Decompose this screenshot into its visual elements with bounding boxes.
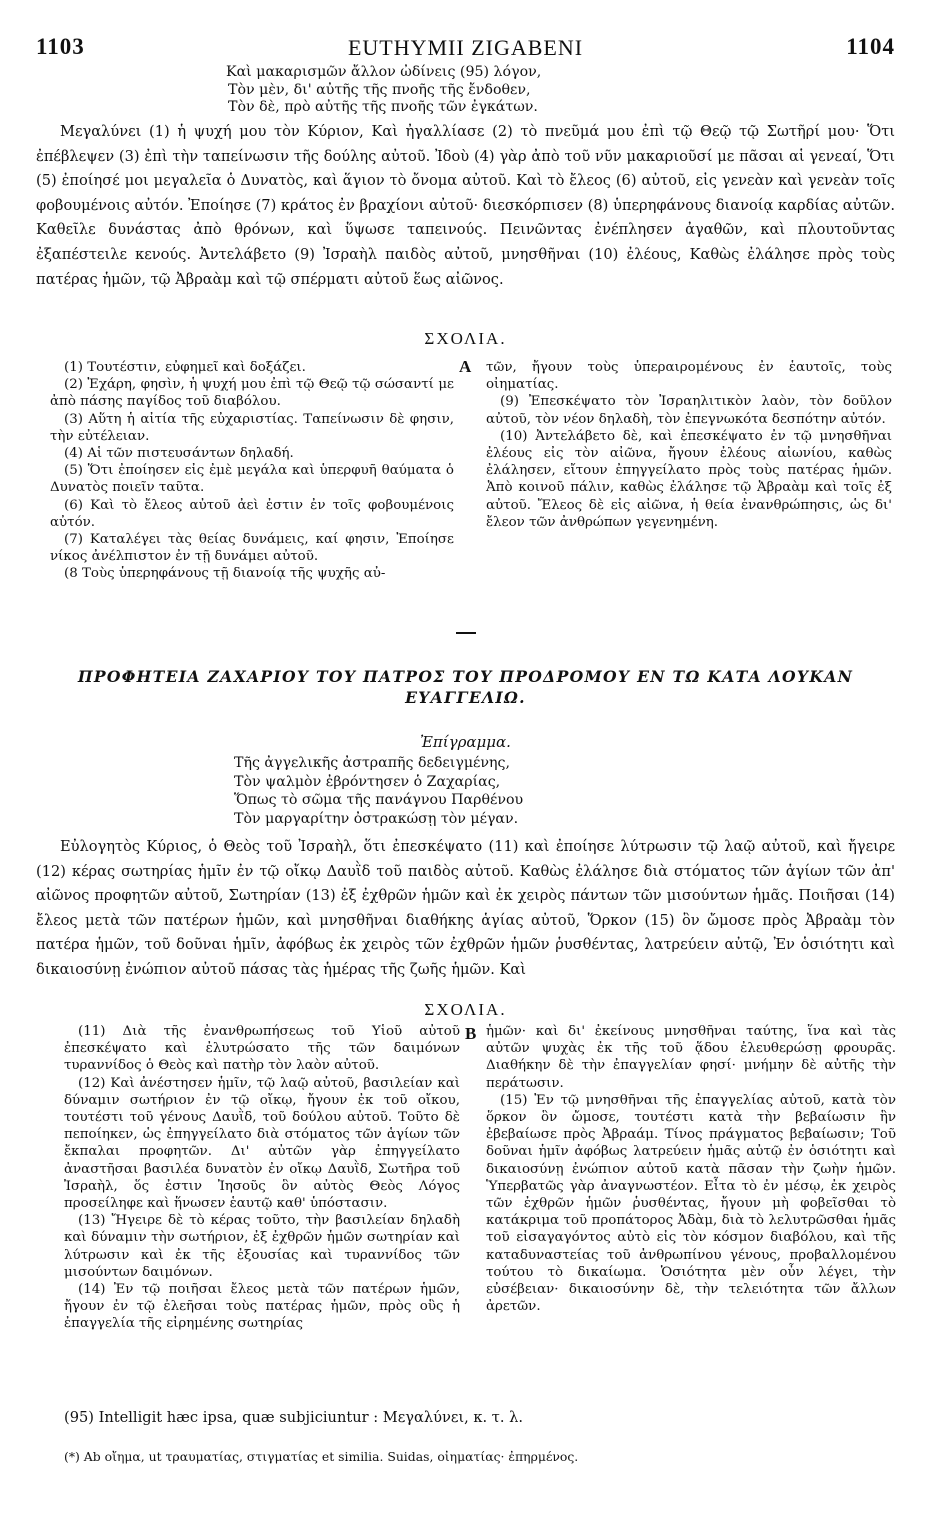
epigram-title: Ἐπίγραμμα. [420,733,511,751]
scholion: (11) Διὰ τῆς ἐνανθρωπήσεως τοῦ Υἱοῦ αὐτοῦ ἐπεσκέψατο καὶ ἐλυτρώσατο τῆς τῶν δαιμόνων τυραννίδος ὁ Θεὸς καὶ πατὴρ τὸν λαὸν αὐτοῦ. [64,1024,460,1074]
verse-line: Τὸν μαργαρίτην ὀστρακώσῃ τὸν μέγαν. [234,810,519,827]
scholion: (14) Ἐν τῷ ποιῆσαι ἔλεος μετὰ τῶν πατέρων ἡμῶν, ἤγουν ἐν τῷ ἐλεῆσαι τοὺς πατέρας ἡμῶν, πρὸς οὓς ἡ ἐπαγγελία τῆς εἰρημένης σωτηρίας [64,1282,460,1332]
scholia-2-left-column [64,1023,460,1333]
scholion: (8 Τοὺς ὑπερηφάνους τῇ διανοίᾳ τῆς ψυχῆς αὐ- [64,566,386,582]
scholion: (4) Αἱ τῶν πιστευσάντων δηλαδή. [64,446,294,462]
scholia-1-left-column [50,359,454,583]
scholion: (3) Αὕτη ἡ αἰτία τῆς εὐχαριστίας. Ταπείνωσιν δὲ φησιν, τὴν εὐτέλειαν. [50,411,454,444]
scholion: (2) Ἐχάρη, φησὶν, ἡ ψυχή μου ἐπὶ τῷ Θεῷ τῷ σώσαντί με ἀπὸ πάσης παγίδος τοῦ διαβόλου. [50,377,454,410]
footnote: (95) Intelligit hæc ipsa, quæ subjiciuntur : Μεγαλύνει, κ. τ. λ. [64,1409,524,1426]
page-number-left: 1103 [36,34,85,59]
scholia-heading-1: ΣΧΟΛΙΑ. [424,329,507,348]
scholion: τῶν, ἤγουν τοὺς ὑπεραιρομένους ἐν ἑαυτοῖς, τοὺς οἰηματίας. [486,360,892,393]
benedictus-paragraph: Εὐλογητὸς Κύριος, ὁ Θεὸς τοῦ Ἰσραὴλ, ὅτι ἐπεσκέψατο (11) καὶ ἐποίησε λύτρωσιν τῷ λαῷ αὐτοῦ, καὶ ἤγειρε (12) κέρας σωτηρίας ἡμῖν ἐν τῷ οἴκῳ Δαυῒδ τοῦ παιδὸς αὐτοῦ. Καθὼς ἐλάλησε διὰ στόματος τῶν ἁγίων τῶν ἀπ' αἰῶνος προφητῶν αὐτοῦ, Σωτηρίαν (13) ἐξ ἐχθρῶν ἡμῶν καὶ ἐκ χειρὸς πάντων τῶν μισούντων ἡμᾶς. Ποιῆσαι (14) ἔλεος μετὰ τῶν πατέρων ἡμῶν, καὶ μνησθῆναι διαθήκης ἁγίας αὐτοῦ, Ὅρκον (15) ὃν ὤμοσε πρὸς Ἀβραὰμ τὸν πατέρα ἡμῶν, τοῦ δοῦναι ἡμῖν, ἀφόβως ἐκ χειρὸς τῶν ἐχθρῶν ἡμῶν ῥυσθέντας, λατρεύειν αὐτῷ, Ἐν ὁσιότητι καὶ δικαιοσύνῃ ἐνώπιον αὐτοῦ πάσας τὰς ἡμέρας τῆς ζωῆς ἡμῶν. Καὶ [36,838,895,978]
scholion: (7) Καταλέγει τὰς θείας δυνάμεις, καί φησιν, Ἐποίησε νίκος ἀνέλπιστον ἐν τῇ δυνάμει αὐτοῦ. [50,532,454,565]
page-number-right: 1104 [846,34,895,59]
prophecy-title: ΠΡΟΦΗΤΕΙΑ ΖΑΧΑΡΙΟΥ ΤΟΥ ΠΑΤΡΟΣ ΤΟΥ ΠΡΟΔΡΟΜΟΥ ΕΝ ΤΩ ΚΑΤΑ ΛΟΥΚΑΝ ΕΥΑΓΓΕΛΙΩ. [77,667,854,707]
benedictus-text [36,835,895,983]
scholion: (15) Ἐν τῷ μνησθῆναι τῆς ἐπαγγελίας αὐτοῦ, κατὰ τὸν ὅρκον ὃν ὤμοσε, τουτέστι κατὰ τὴν βεβαίωσιν ἣν ἐβεβαίωσε πρὸς Ἀβραάμ. Τίνος πράγματος βεβαίωσιν; Τοῦ δοῦναι ἡμῖν ἀφόβως λατρεύειν ἡμᾶς αὐτῷ ἐν ὁσιότητι καὶ δικαιοσύνῃ ἐνώπιον αὐτοῦ κατὰ πᾶσαν τὴν ζωὴν ἡμῶν. Ὑπερβατῶς γὰρ ἀναγνωστέον. Εἶτα τὸ ἐν μέσῳ, ἐκ χειρὸς τῶν ἐχθρῶν ἡμῶν ῥυσθέντας, ἤγουν μὴ φοβεῖσθαι τὸ κατάκριμα τοῦ προπάτορος Ἀδὰμ, διὰ τὸ λελυτρῶσθαι ἡμᾶς τοῦ εἰσαγαγόντος αὐτὸ εἰς τὸν κόσμον διαβόλου, καὶ τῆς καταδυναστείας τοῦ ἀνθρωπίνου γένους, προβαλλομένου τούτου τὸ δικαίωμα. Ὁσιότητα μὲν οὖν λέγει, τὴν εὐσέβειαν· δικαιοσύνην δὲ, τὴν τελειότητα τῶν ἄλλων ἀρετῶν. [486,1092,896,1315]
verse-line: Τὸν δὲ, πρὸ αὐτῆς τῆς πνοῆς τῶν ἐγκάτων. [228,99,538,115]
scholion: (12) Καὶ ἀνέστησεν ἡμῖν, τῷ λαῷ αὐτοῦ, βασιλείαν καὶ δύναμιν σωτήριον ἐν τῷ οἴκῳ, ἤγουν ἐκ τοῦ οἴκου, τουτέστι τοῦ γένους Δαυῒδ, τοῦ δούλου αὐτοῦ. Τοῦτο δὲ πεποίηκεν, ὡς ἐπηγγείλατο διὰ στόματος τῶν ἁγίων τῶν ἔκπαλαι προφητῶν. Δι' αὐτῶν γὰρ ἐπηγγείλατο ἀναστῆσαι βασιλέα δυνατὸν ἐν οἴκῳ Δαυῒδ, Σωτῆρα τοῦ Ἰσραὴλ, ὅς ἐστιν Ἰησοῦς ὃν αὐτὸς Θεὸς Λόγος προσείληφε καὶ ἥνωσεν ἑαυτῷ καθ' ὑπόστασιν. [64,1075,460,1212]
scholion: (1) Τουτέστιν, εὐφημεῖ καὶ δοξάζει. [64,360,306,375]
scholia-2-right-column [486,1023,896,1315]
verse-line: Καὶ μακαρισμῶν ἄλλον ὠδίνεις (95) λόγον, [226,64,542,80]
section-divider [456,632,476,634]
magnificat-paragraph: Μεγαλύνει (1) ἡ ψυχή μου τὸν Κύριον, Καὶ ἠγαλλίασε (2) τὸ πνεῦμά μου ἐπὶ τῷ Θεῷ τῷ Σωτῆρί μου· Ὅτι ἐπέβλεψεν (3) ἐπὶ τὴν ταπείνωσιν τῆς δούλης αὐτοῦ. Ἰδοὺ (4) γὰρ ἀπὸ τοῦ νῦν μακαριοῦσί με πᾶσαι αἱ γενεαί, Ὅτι (5) ἐποίησέ μοι μεγαλεῖα ὁ Δυνατὸς, καὶ ἅγιον τὸ ὄνομα αὐτοῦ. Καὶ τὸ ἔλεος (6) αὐτοῦ, εἰς γενεὰν καὶ γενεὰν τοῖς φοβουμένοις αὐτόν. Ἐποίησε (7) κράτος ἐν βραχίονι αὐτοῦ· διεσκόρπισεν (8) ὑπερηφάνους διανοίᾳ καρδίας αὐτῶν. Καθεῖλε δυνάστας ἀπὸ θρόνων, καὶ ὕψωσε ταπεινούς. Πεινῶντας ἐνέπλησεν ἀγαθῶν, καὶ πλουτοῦντας ἐξαπέστειλε κενούς. Ἀντελάβετο (9) Ἰσραὴλ παιδὸς αὐτοῦ, μνησθῆναι (10) ἐλέους, Καθὼς ἐλάλησε πρὸς τοὺς πατέρας ἡμῶν, τῷ Ἀβραὰμ καὶ τῷ σπέρματι αὐτοῦ ἕως αἰῶνος. [36,123,895,288]
margin-letter-b: B [465,1024,477,1043]
scholion: (9) Ἐπεσκέψατο τὸν Ἰσραηλιτικὸν λαὸν, τὸν δοῦλον αὐτοῦ, τὸν νέον δηλαδὴ, τὸν ἐπεγνωκότα δεσπότην αὐτόν. [486,394,892,427]
scholion: (13) Ἤγειρε δὲ τὸ κέρας τοῦτο, τὴν βασιλείαν δηλαδὴ καὶ δύναμιν τὴν σωτήριον, ἐξ ἐχθρῶν ἡμῶν σωτηρίαν καὶ λύτρωσιν καὶ ἐκ τῆς ἐξουσίας καὶ τυραννίδος τῶν μισούντων δαιμόνων. [64,1213,460,1280]
verse-line: Τὸν ψαλμὸν ἐβρόντησεν ὁ Ζαχαρίας, [234,773,501,790]
opening-verse [226,64,541,117]
scholion: (10) Ἀντελάβετο δὲ, καὶ ἐπεσκέψατο ἐν τῷ μνησθῆναι ἐλέους εἰς τὸν αἰῶνα, ἤγουν ἐλέους αἰωνίου, καθὼς ἐλάλησεν, εἴτουν ἐπηγγείλατο πρὸς τοὺς πατέρας ἡμῶν. Ἀπὸ κοινοῦ πάλιν, καθὼς ἐλάλησε τῷ Ἀβραὰμ καὶ τοῖς ἐξ αὐτοῦ. Ἔλεος δὲ εἰς αἰῶνα, ἡ θεία ἐνανθρώπησις, ὡς δι' ἔλεον τῶν ἀνθρώπων γεγενημένη. [486,428,892,530]
scholion: ἡμῶν· καὶ δι' ἐκείνους μνησθῆναι ταύτης, ἵνα καὶ τὰς αὐτῶν ψυχὰς ἐκ τῆς τοῦ ᾅδου ἐλευθερώσῃ φρουρᾶς. Διαθήκην δὲ τὴν ἐπαγγελίαν φησί· μνήμην δὲ αὐτῆς τὴν περάτωσιν. [486,1024,896,1091]
scholia-heading-2: ΣΧΟΛΙΑ. [424,1000,507,1019]
margin-letter-a: A [459,357,472,376]
magnificat-text [36,120,895,292]
asterisk-note: (*) Ab οἴημα, ut τραυματίας, στιγματίας et similia. Suidas, οἰηματίας· ἐπηρμένος. [64,1449,579,1464]
scholion: (5) Ὅτι ἐποίησεν εἰς ἐμὲ μεγάλα καὶ ὑπερφυῆ θαύματα ὁ Δυνατὸς ποιεῖν ταῦτα. [50,463,454,496]
verse-line: Τῆς ἀγγελικῆς ἀστραπῆς δεδειγμένης, [234,755,510,771]
epigram-verse [234,754,523,828]
running-title: EUTHYMII ZIGABENI [347,35,584,60]
page-header [36,34,895,60]
verse-line: Ὅπως τὸ σῶμα τῆς πανάγνου Παρθένου [234,792,524,808]
verse-line: Τὸν μὲν, δι' αὐτῆς τῆς πνοῆς τῆς ἔνδοθεν, [228,81,531,98]
scholion: (6) Καὶ τὸ ἔλεος αὐτοῦ ἀεὶ ἐστιν ἐν τοῖς φοβουμένοις αὐτόν. [50,497,454,530]
scholia-1-right-column [486,359,892,531]
